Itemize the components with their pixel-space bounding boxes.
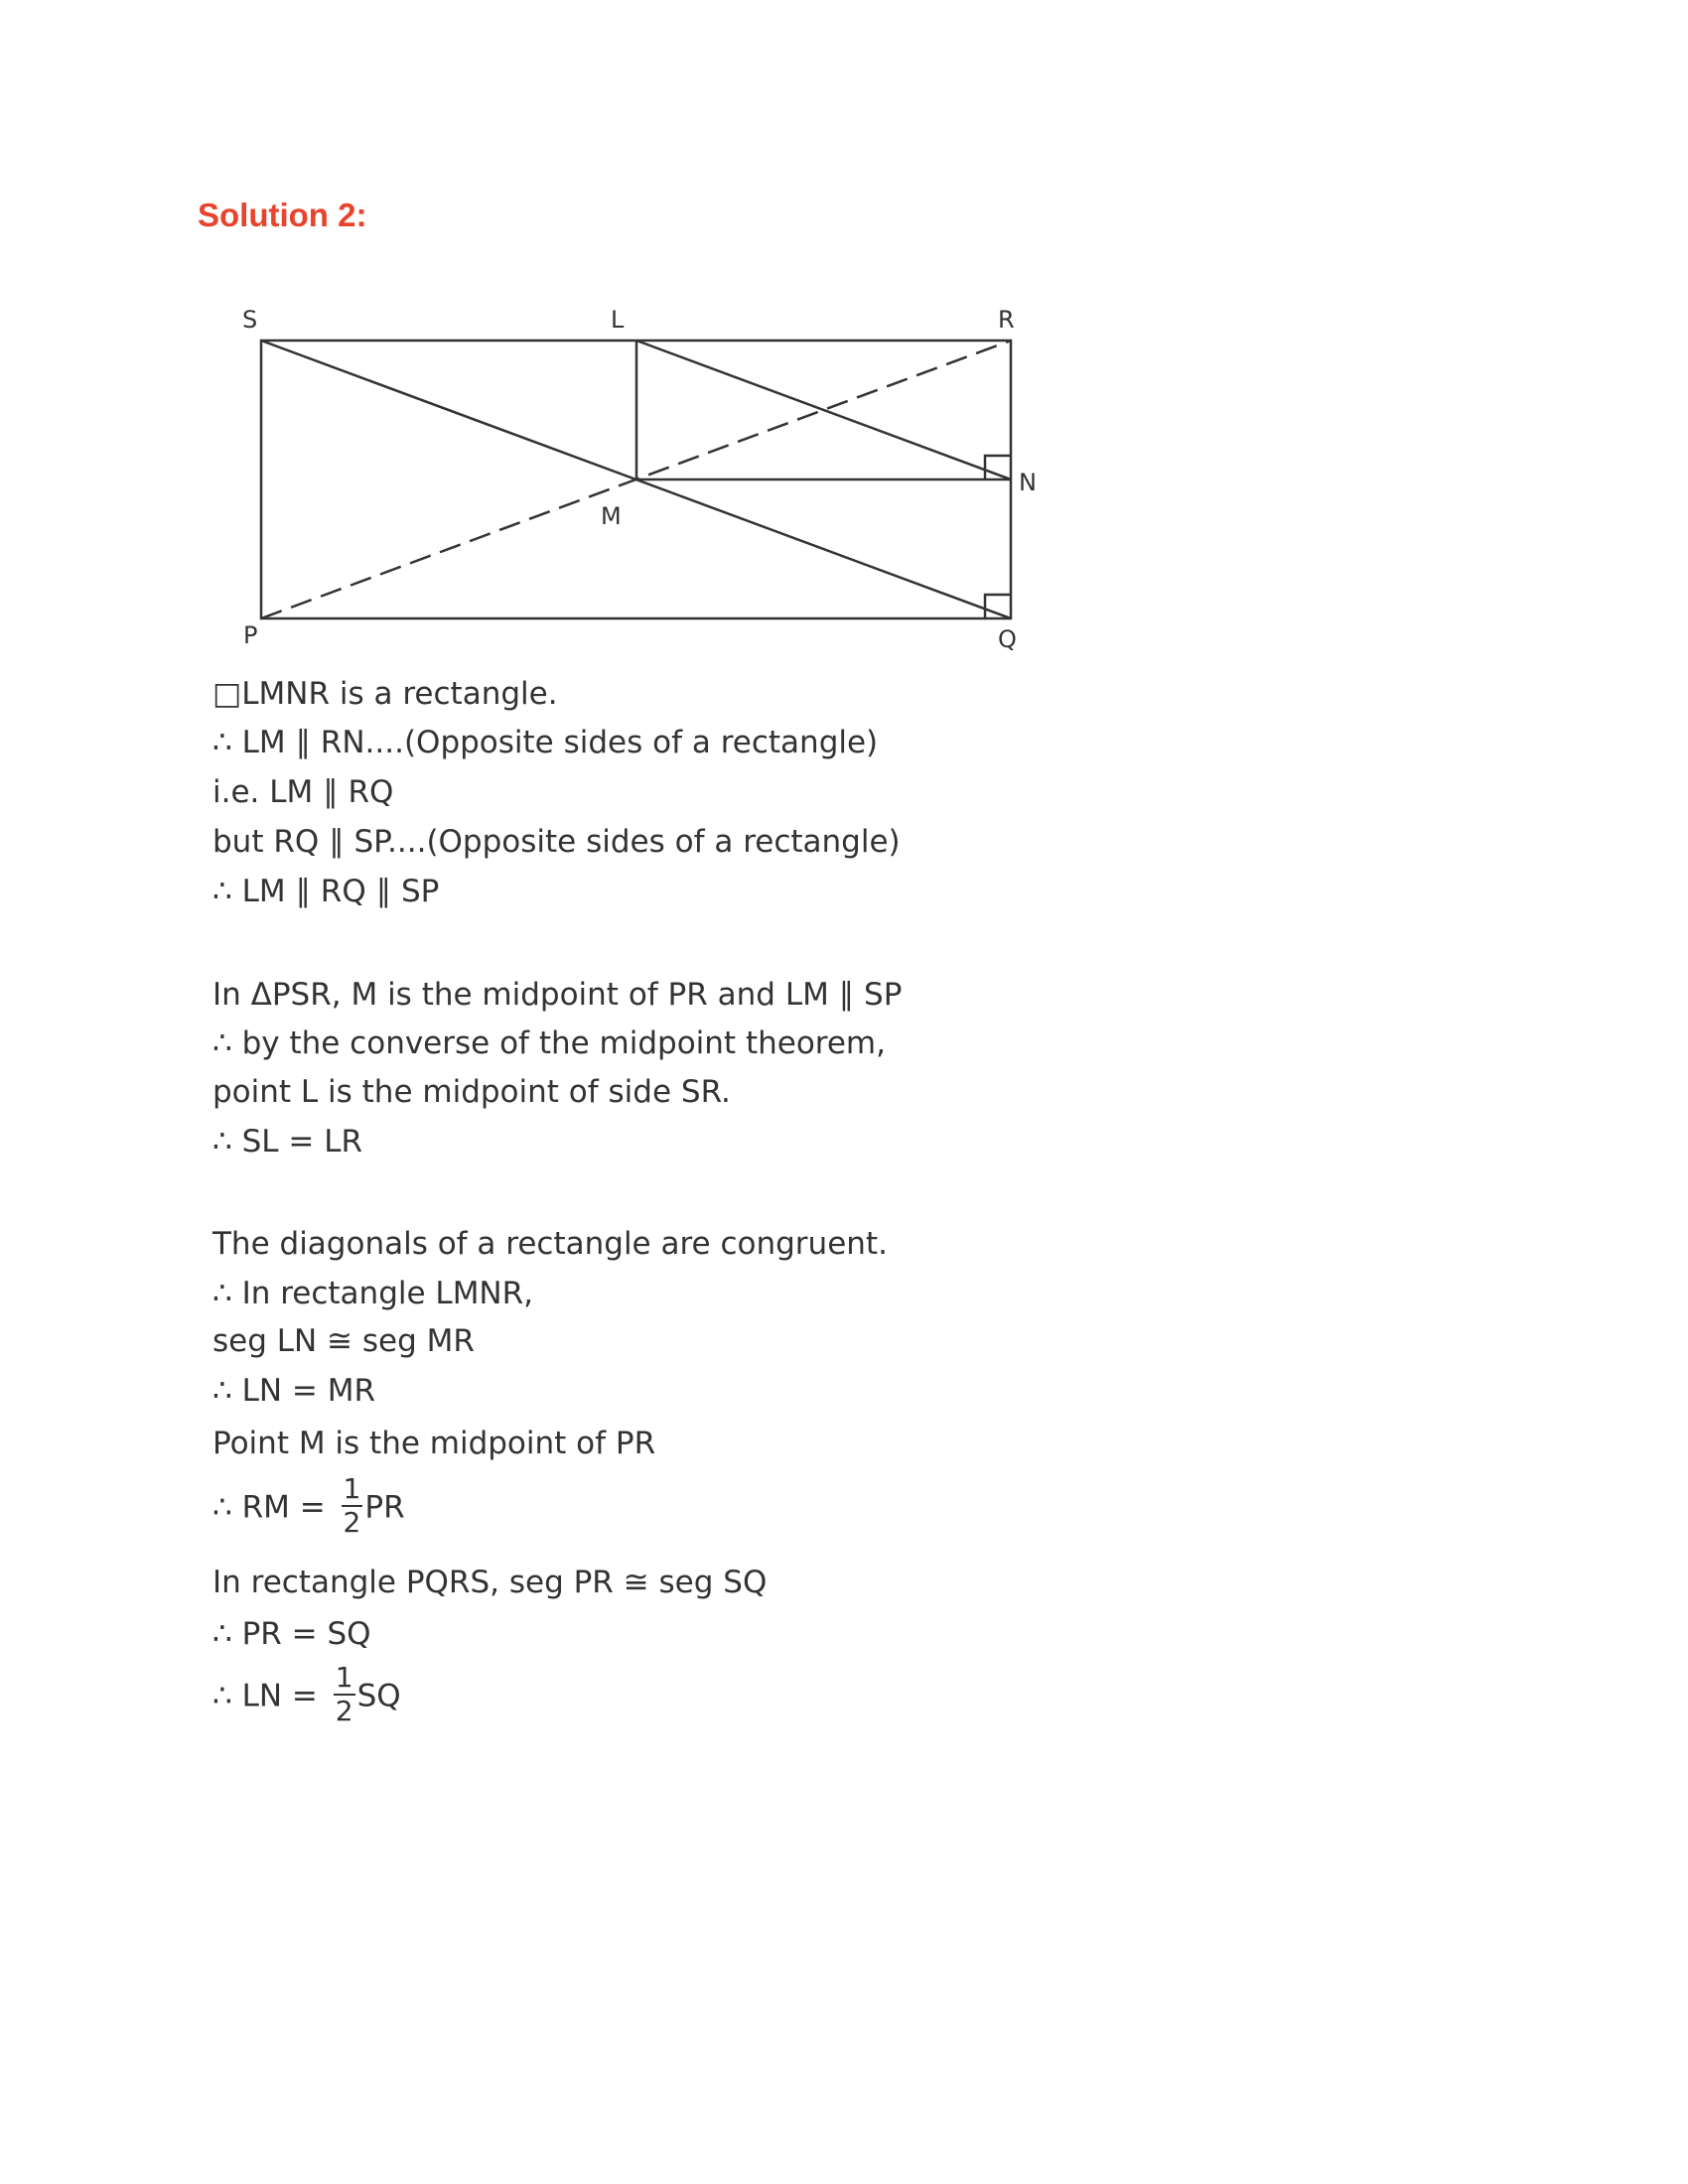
proof-line: Point M is the midpoint of PR <box>212 1426 656 1461</box>
numerator: 1 <box>343 1472 361 1505</box>
vertex-label-p: P <box>243 621 258 649</box>
proof-line: ∴ LN = MR <box>212 1373 376 1409</box>
vertex-label-s: S <box>242 306 258 334</box>
proof-line: ∴ PR = SQ <box>212 1616 371 1652</box>
proof-line: i.e. LM ∥ RQ <box>212 774 394 810</box>
denominator: 2 <box>343 1506 361 1539</box>
vertex-label-q: Q <box>998 625 1017 653</box>
proof-line: seg LN ≅ seg MR <box>212 1323 475 1359</box>
equation-rhs: SQ <box>356 1678 401 1714</box>
vertex-label-n: N <box>1019 469 1037 496</box>
proof-line: but RQ ∥ SP....(Opposite sides of a rectangle) <box>212 824 901 860</box>
denominator: 2 <box>335 1695 353 1727</box>
solution-heading: Solution 2: <box>198 197 367 233</box>
equation-ln-half-sq <box>212 1661 401 1727</box>
vertex-label-m: M <box>601 502 622 530</box>
proof-line: ∴ by the converse of the midpoint theorem, <box>212 1025 886 1061</box>
proof-line: In ΔPSR, M is the midpoint of PR and LM ∥ SP <box>212 977 903 1013</box>
geometry-diagram <box>0 0 1688 695</box>
proof-line: In rectangle PQRS, seg PR ≅ seg SQ <box>212 1565 768 1600</box>
equation-lhs: ∴ RM = <box>212 1489 336 1526</box>
equation-lhs: ∴ LN = <box>212 1678 328 1714</box>
equation-rhs: PR <box>364 1489 405 1526</box>
vertex-label-r: R <box>998 306 1015 334</box>
vertex-label-l: L <box>611 306 625 334</box>
proof-line: ∴ SL = LR <box>212 1124 363 1160</box>
proof-line: point L is the midpoint of side SR. <box>212 1074 731 1110</box>
proof-line: □LMNR is a rectangle. <box>212 676 558 712</box>
proof-line: ∴ LM ∥ RN....(Opposite sides of a rectangle) <box>212 725 879 760</box>
equation-rm-half-pr <box>212 1472 405 1539</box>
fraction-one-half <box>334 1661 355 1727</box>
fraction-one-half <box>342 1472 363 1539</box>
proof-line: ∴ In rectangle LMNR, <box>212 1276 534 1311</box>
proof-line: ∴ LM ∥ RQ ∥ SP <box>212 874 440 909</box>
numerator: 1 <box>335 1661 353 1694</box>
proof-line: The diagonals of a rectangle are congruent. <box>212 1226 888 1262</box>
